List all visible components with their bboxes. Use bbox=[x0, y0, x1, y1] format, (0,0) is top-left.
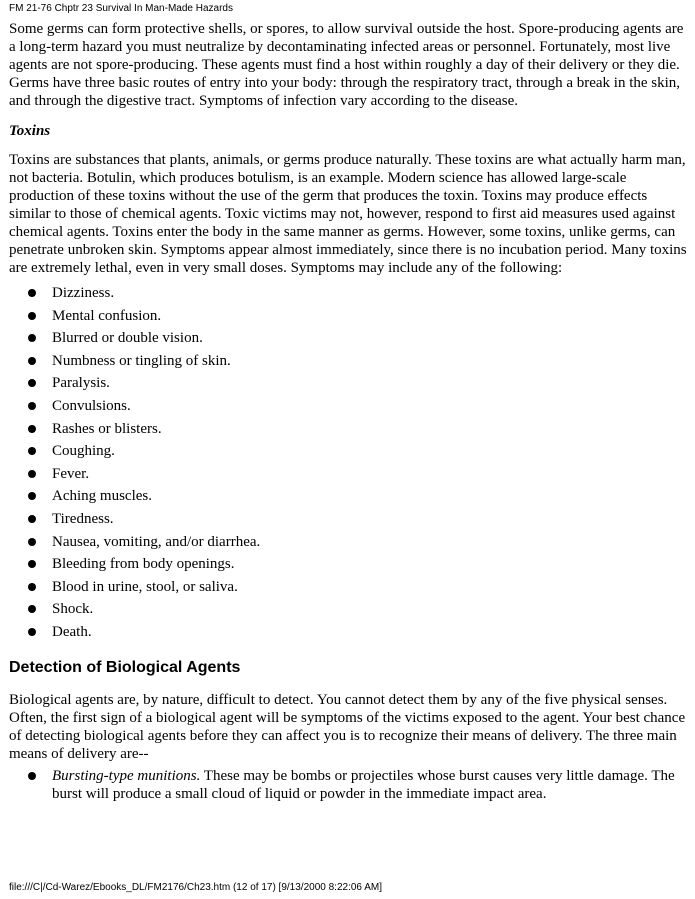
symptom-text: Blood in urine, stool, or saliva. bbox=[52, 578, 238, 595]
symptom-list-item bbox=[9, 553, 687, 576]
symptom-list-item bbox=[9, 576, 687, 599]
bullet-icon bbox=[28, 334, 36, 342]
bullet-icon bbox=[28, 772, 36, 780]
bullet-icon bbox=[28, 357, 36, 365]
bullet-icon bbox=[28, 379, 36, 387]
bullet-icon bbox=[28, 402, 36, 410]
page-footer: file:///C|/Cd-Warez/Ebooks_DL/FM2176/Ch23.htm (12 of 17) [9/13/2000 8:22:06 AM] bbox=[9, 882, 382, 893]
symptom-text: Tiredness. bbox=[52, 510, 114, 527]
delivery-means-text: These may be bombs or projectiles whose burst causes very little damage. The burst will produce a small cloud of liquid or powder in the immediate impact area. bbox=[52, 767, 675, 802]
intro-paragraph: Some germs can form protective shells, or spores, to allow survival outside the host. Spore-producing agents are a long-term hazard you must neutralize by decontaminating infected areas or personnel. Fortunately, most live agents are not spore-producing. These agents must find a host within roughly a day of their delivery or they die. Germs have three basic routes of entry into your body: through the respiratory tract, through a break in the skin, and through the digestive tract. Symptoms of infection vary according to the disease. bbox=[9, 21, 684, 109]
bullet-icon bbox=[28, 515, 36, 523]
document-body bbox=[9, 20, 687, 803]
detection-paragraph: Biological agents are, by nature, difficult to detect. You cannot detect them by any of the five physical senses. Often, the first sign of a biological agent will be symptoms of the victims exposed to the agent. Your best chance of detecting biological agents before they can affect you is to recognize their means of delivery. The three main means of delivery are-- bbox=[9, 691, 686, 762]
bullet-icon bbox=[28, 560, 36, 568]
bullet-icon bbox=[28, 447, 36, 455]
symptom-text: Death. bbox=[52, 623, 92, 640]
symptom-text: Dizziness. bbox=[52, 285, 115, 301]
symptom-list-item bbox=[9, 282, 687, 305]
bullet-icon bbox=[28, 538, 36, 546]
bullet-icon bbox=[28, 470, 36, 478]
symptom-list-item bbox=[9, 327, 687, 350]
symptom-list-item bbox=[9, 531, 687, 554]
symptom-list-item bbox=[9, 485, 687, 508]
page-header: FM 21-76 Chptr 23 Survival In Man-Made Hazards bbox=[9, 3, 233, 14]
symptom-text: Coughing. bbox=[52, 443, 115, 460]
symptom-list-item bbox=[9, 440, 687, 463]
bullet-icon bbox=[28, 583, 36, 591]
delivery-means-title: Bursting-type munitions. bbox=[52, 767, 201, 784]
symptom-list-item bbox=[9, 395, 687, 418]
symptom-text: Rashes or blisters. bbox=[52, 420, 162, 437]
symptom-list-item bbox=[9, 598, 687, 621]
symptom-list-item bbox=[9, 508, 687, 531]
detection-heading: Detection of Biological Agents bbox=[9, 658, 241, 676]
bullet-icon bbox=[28, 628, 36, 636]
delivery-means-item bbox=[9, 767, 687, 803]
bullet-icon bbox=[28, 289, 36, 297]
symptom-text: Paralysis. bbox=[52, 375, 110, 392]
toxins-paragraph: Toxins are substances that plants, animals, or germs produce naturally. These toxins are what actually harm man, not bacteria. Botulin, which produces botulism, is an example. Modern science has allowed large-scale production of these toxins without the use of the germ that produces the toxin. Toxins may produce effects similar to those of chemical agents. Toxic victims may not, however, respond to first aid measures used against chemical agents. Toxins enter the body in the same manner as germs. However, some toxins, unlike germs, can penetrate unbroken skin. Symptoms appear almost immediately, since there is no incubation period. Many toxins are extremely lethal, even in very small doses. Symptoms may include any of the following: bbox=[9, 152, 687, 276]
bullet-icon bbox=[28, 425, 36, 433]
symptom-text: Numbness or tingling of skin. bbox=[52, 352, 231, 369]
symptom-text: Shock. bbox=[52, 601, 94, 618]
toxins-heading: Toxins bbox=[9, 123, 51, 139]
bullet-icon bbox=[28, 605, 36, 613]
bullet-icon bbox=[28, 312, 36, 320]
symptom-text: Mental confusion. bbox=[52, 307, 162, 324]
symptom-list bbox=[9, 282, 687, 644]
symptom-text: Fever. bbox=[52, 465, 90, 482]
symptom-list-item bbox=[9, 350, 687, 373]
symptom-list-item bbox=[9, 463, 687, 486]
symptom-text: Aching muscles. bbox=[52, 488, 152, 505]
bullet-icon bbox=[28, 492, 36, 500]
symptom-text: Nausea, vomiting, and/or diarrhea. bbox=[52, 533, 261, 550]
symptom-list-item bbox=[9, 372, 687, 395]
symptom-text: Convulsions. bbox=[52, 397, 131, 414]
symptom-list-item bbox=[9, 305, 687, 328]
symptom-text: Bleeding from body openings. bbox=[52, 556, 235, 573]
symptom-list-item bbox=[9, 621, 687, 644]
symptom-text: Blurred or double vision. bbox=[52, 330, 203, 347]
symptom-list-item bbox=[9, 418, 687, 441]
delivery-means-list bbox=[9, 767, 687, 803]
